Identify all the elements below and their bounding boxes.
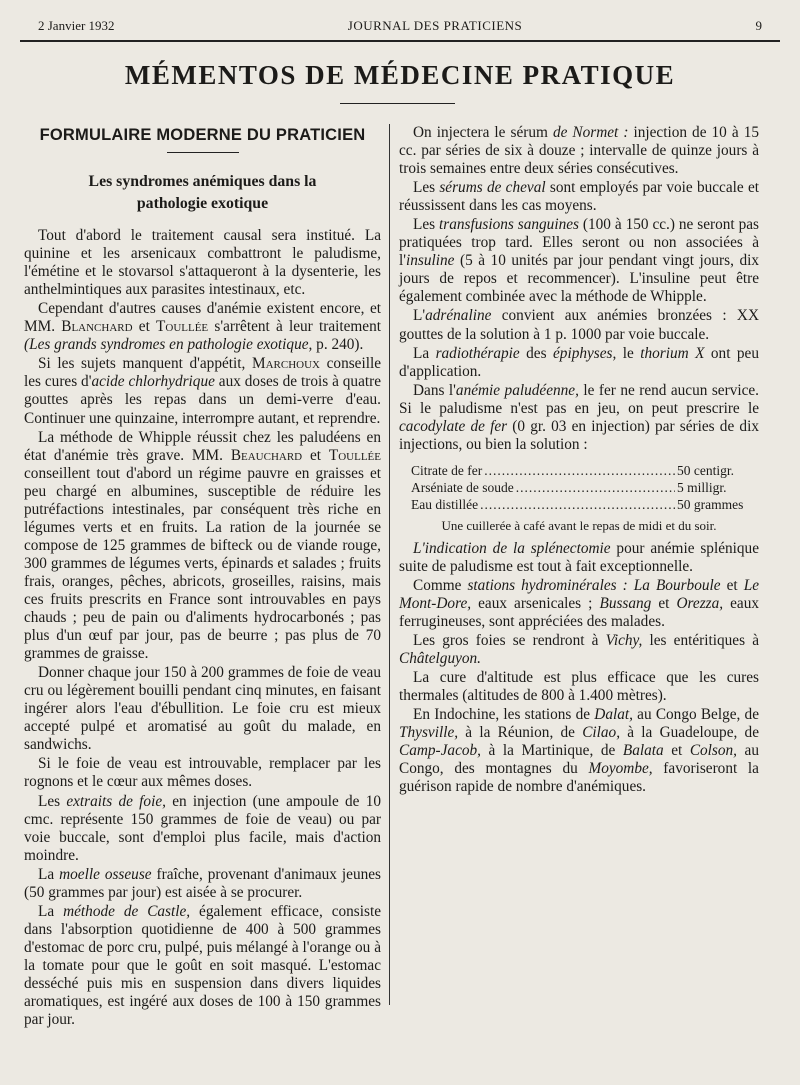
formula-row bbox=[399, 479, 759, 496]
term: insuline bbox=[406, 252, 455, 270]
term: épiphyses, bbox=[553, 344, 617, 362]
term: extraits de foie, bbox=[66, 792, 166, 810]
page-number: 9 bbox=[755, 18, 762, 33]
page-title: MÉMENTOS DE MÉDECINE PRATIQUE bbox=[124, 60, 676, 90]
leader-dots bbox=[516, 479, 675, 496]
paragraph: On injectera le sérum de Normet : injection de 10 à 15 cc. par séries de six à douze ; intervalle de quinze jours à trois semaines entre deux séries consécutives. bbox=[399, 124, 759, 178]
ingredient-name: Eau distillée bbox=[411, 496, 479, 512]
paragraph: En Indochine, les stations de Dalat, au Congo Belge, de Thysville, à la Réunion, de Cilao, à la Guadeloupe, de Camp-Jacob, à la Martinique, de Balata et Colson, au Congo, des montagnes du Moyombe, favoriseront la guérison rapide de nombre d'anémiques. bbox=[399, 706, 759, 796]
paragraph: Les sérums de cheval sont employés par voie buccale et réussissent dans les cas moyens. bbox=[399, 179, 759, 215]
term: moelle osseuse bbox=[59, 865, 152, 883]
leader-dots bbox=[480, 496, 675, 513]
column-divider bbox=[389, 124, 390, 1005]
term: transfusions sanguines bbox=[439, 216, 579, 234]
term: Orezza, bbox=[676, 594, 724, 612]
right-column bbox=[399, 124, 759, 798]
author-name: Marchoux bbox=[251, 355, 320, 373]
term: cacodylate de fer bbox=[399, 417, 508, 435]
term: Vichy, bbox=[605, 632, 643, 650]
ingredient-dose: 5 milligr. bbox=[677, 479, 727, 495]
paragraph: Comme stations hydrominérales : La Bourboule et Le Mont-Dore, eaux arsenicales ; Bussang et Orezza, eaux ferrugineuses, sont appréciées des malades. bbox=[399, 576, 759, 631]
term: Bussang bbox=[599, 594, 652, 612]
paragraph: Donner chaque jour 150 à 200 grammes de foie de veau cru ou légèrement bouilli pendant cinq minutes, en faisant ingérer alors l'eau d'ébullition. Le foie cru est mieux accepté pulpé et aromatisé au goût du malade, en sandwichs. bbox=[24, 664, 381, 754]
section-heading: FORMULAIRE MODERNE DU PRATICIEN bbox=[39, 126, 366, 144]
journal-name: JOURNAL DES PRATICIENS bbox=[347, 18, 523, 33]
ingredient-dose: 50 centigr. bbox=[677, 462, 734, 478]
paragraph: La méthode de Castle, également efficace, consiste dans l'absorption quotidienne de 400 à 500 grammes d'estomac de porc cru, pulpé, puis mélangé à l'orange ou à la tomate pour que le goût en soit masqué. L'estomac desséché puis mis en suspension dans divers liquides aromatiques, est ingéré aux doses de 100 à 150 grammes par jour. bbox=[24, 902, 381, 1029]
ingredient-dose: 50 grammes bbox=[677, 496, 744, 512]
term: Balata bbox=[622, 742, 664, 760]
ingredient-name: Arséniate de soude bbox=[411, 479, 514, 495]
term: méthode de Castle, bbox=[63, 902, 191, 920]
paragraph: La méthode de Whipple réussit chez les paludéens en état d'anémie très grave. MM. Beauchard et Toullée conseillent tout d'abord un régime pauvre en graisses et peu chargé en albumines, susceptible de réduire les putréfactions intestinales, par conséquent très riche en légumes verts et en fruits. La ration de la journée se compose de 125 grammes de bifteck ou de viande rouge, 300 grammes de légumes verts, épinards et salades ; fruits frais, oranges, pêches, abricots, groseilles, raisins, mais ces fruits prescrits en France sont introuvables en pays chauds ; peu de pain ou d'aliments hydrocarbonés ; pas plus d'un œuf par jour, pas de beurre ; pas plus de 70 grammes de graisse. bbox=[24, 428, 381, 663]
section-rule bbox=[167, 152, 239, 153]
term: stations hydrominérales : La Bourboule bbox=[467, 576, 721, 594]
term: Thysville, bbox=[399, 724, 459, 742]
paragraph: Dans l'anémie paludéenne, le fer ne rend aucun service. Si le paludisme n'est pas en jeu, on peut prescrire le cacodylate de fer (0 gr. 03 en injection) par séries de dix injections, ou bien la solution : bbox=[399, 381, 759, 453]
header-rule bbox=[20, 40, 780, 42]
term: Dalat, bbox=[594, 706, 633, 724]
paragraph: La moelle osseuse fraîche, provenant d'animaux jeunes (50 grammes par jour) est aisée à se procurer. bbox=[24, 865, 381, 901]
paragraph: Si les sujets manquent d'appétit, Marchoux conseille les cures d'acide chlorhydrique aux doses de trois à quatre gouttes après les repas dans un demi-verre d'eau. Continuer une quinzaine, interrompre autant, et reprendre. bbox=[24, 355, 381, 427]
leader-dots bbox=[484, 462, 675, 479]
term: Châtelguyon. bbox=[399, 650, 481, 668]
term: adrénaline bbox=[425, 307, 492, 325]
term: Le Mont-Dore, bbox=[399, 576, 759, 612]
term: Cilao, bbox=[582, 724, 621, 742]
paragraph: Cependant d'autres causes d'anémie existent encore, et MM. Blanchard et Toullée s'arrêtent à leur traitement (Les grands syndromes en pathologie exotique, p. 240). bbox=[24, 300, 381, 354]
paragraph: La cure d'altitude est plus efficace que les cures thermales (altitudes de 800 à 1.400 mètres). bbox=[399, 669, 759, 705]
ingredient-name: Citrate de fer bbox=[411, 462, 483, 478]
author-name: Toullée bbox=[156, 318, 209, 336]
term: anémie paludéenne, bbox=[455, 381, 579, 399]
paragraph: Les extraits de foie, en injection (une ampoule de 10 cmc. représente 150 grammes de foie de veau) ou par voie buccale, sont d'emploi plus facile, mais d'action moindre. bbox=[24, 792, 381, 864]
prescription-formula bbox=[399, 462, 759, 534]
paragraph: La radiothérapie des épiphyses, le thorium X ont peu d'application. bbox=[399, 344, 759, 380]
article-subheading: Les syndromes anémiques dans la pathologie exotique bbox=[88, 173, 317, 213]
term: radiothérapie bbox=[435, 344, 520, 362]
paragraph: L'adrénaline convient aux anémies bronzées : XX gouttes de la solution à 1 p. 1000 par voie buccale. bbox=[399, 307, 759, 343]
dosage-note: Une cuillerée à café avant le repas de midi et du soir. bbox=[441, 517, 717, 533]
term: L'indication de la splénectomie bbox=[413, 539, 611, 557]
title-rule bbox=[340, 103, 455, 104]
term: sérums de cheval bbox=[439, 179, 546, 197]
formula-row bbox=[399, 462, 759, 479]
paragraph: Les gros foies se rendront à Vichy, les entéritiques à Châtelguyon. bbox=[399, 632, 759, 668]
author-name: Toullée bbox=[328, 446, 381, 464]
reference-title: (Les grands syndromes en pathologie exotique, bbox=[24, 336, 313, 354]
left-column bbox=[24, 124, 381, 1030]
term: de Normet : bbox=[552, 124, 629, 141]
author-name: Beauchard bbox=[230, 446, 303, 464]
term: Camp-Jacob, bbox=[399, 742, 481, 760]
term: acide chlorhydrique bbox=[91, 373, 215, 391]
issue-date: 2 Janvier 1932 bbox=[38, 18, 115, 33]
paragraph: Les transfusions sanguines (100 à 150 cc.) ne seront pas pratiquées trop tard. Elles seront ou non associées à l'insuline (5 à 10 unités par jour pendant vingt jours, dix jours de repos et recommencer). L'insuline peut être également combinée avec la méthode de Whipple. bbox=[399, 216, 759, 306]
paragraph: Tout d'abord le traitement causal sera institué. La quinine et les arsenicaux combattront le paludisme, l'émétine et le stovarsol s'attaqueront à la dysenterie, les anthelmintiques aux parasites intestinaux, etc. bbox=[24, 227, 381, 299]
term: Moyombe, bbox=[588, 760, 653, 778]
paragraph: Si le foie de veau est introuvable, remplacer par les rognons et le cœur aux mêmes doses. bbox=[24, 755, 381, 791]
paragraph: L'indication de la splénectomie pour anémie splénique suite de paludisme est tout à fait exceptionnelle. bbox=[399, 539, 759, 575]
author-name: Blanchard bbox=[61, 318, 133, 336]
formula-row bbox=[399, 496, 759, 513]
running-header bbox=[38, 18, 762, 38]
term: Colson, bbox=[689, 742, 737, 760]
term: thorium X bbox=[640, 344, 705, 362]
